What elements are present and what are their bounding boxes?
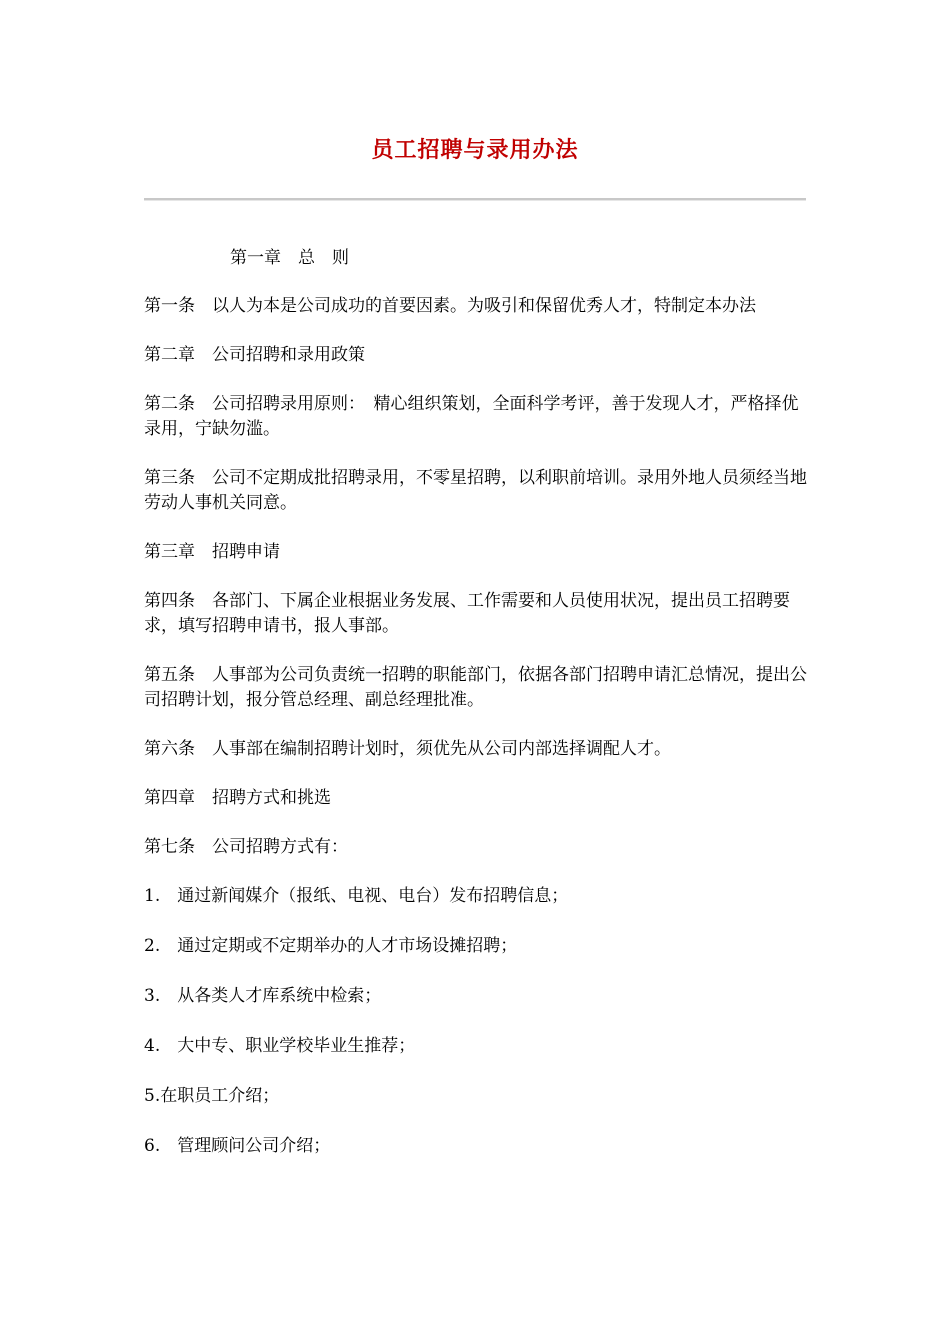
list-item: 5.在职员工介绍； — [144, 1086, 280, 1106]
article-paragraph: 第五条 人事部为公司负责统一招聘的职能部门，依据各部门招聘申请汇总情况，提出公司招聘计划，报分管总经理、副总经理批准。 — [144, 665, 807, 710]
list-item: 2. 通过定期或不定期举办的人才市场设摊招聘； — [144, 936, 518, 956]
article-paragraph: 第三条 公司不定期成批招聘录用，不零星招聘，以利职前培训。录用外地人员须经当地劳动人事机关同意。 — [144, 468, 807, 513]
article-paragraph: 第四条 各部门、下属企业根据业务发展、工作需要和人员使用状况，提出员工招聘要求，填写招聘申请书，报人事部。 — [144, 591, 790, 636]
document-title: 员工招聘与录用办法 — [371, 138, 579, 163]
article-paragraph: 第六条 人事部在编制招聘计划时，须优先从公司内部选择调配人才。 — [144, 739, 671, 759]
list-item: 4. 大中专、职业学校毕业生推荐； — [144, 1036, 416, 1056]
chapter-heading: 第二章 公司招聘和录用政策 — [144, 345, 365, 365]
list-item: 1. 通过新闻媒介（报纸、电视、电台）发布招聘信息； — [144, 886, 569, 906]
list-item: 3. 从各类人才库系统中检索； — [144, 986, 382, 1006]
article-paragraph: 第二条 公司招聘录用原则： 精心组织策划，全面科学考评，善于发现人才，严格择优录用，宁缺勿滥。 — [144, 394, 799, 439]
chapter-heading: 第三章 招聘申请 — [144, 542, 280, 562]
list-item: 6. 管理顾问公司介绍； — [144, 1136, 331, 1156]
title-divider — [144, 198, 806, 201]
chapter-heading: 第一章 总 则 — [230, 248, 349, 268]
document-body — [144, 246, 812, 1184]
article-paragraph: 第七条 公司招聘方式有： — [144, 837, 348, 857]
article-paragraph: 第一条 以人为本是公司成功的首要因素。为吸引和保留优秀人才，特制定本办法 — [144, 296, 756, 316]
chapter-heading: 第四章 招聘方式和挑选 — [144, 788, 331, 808]
